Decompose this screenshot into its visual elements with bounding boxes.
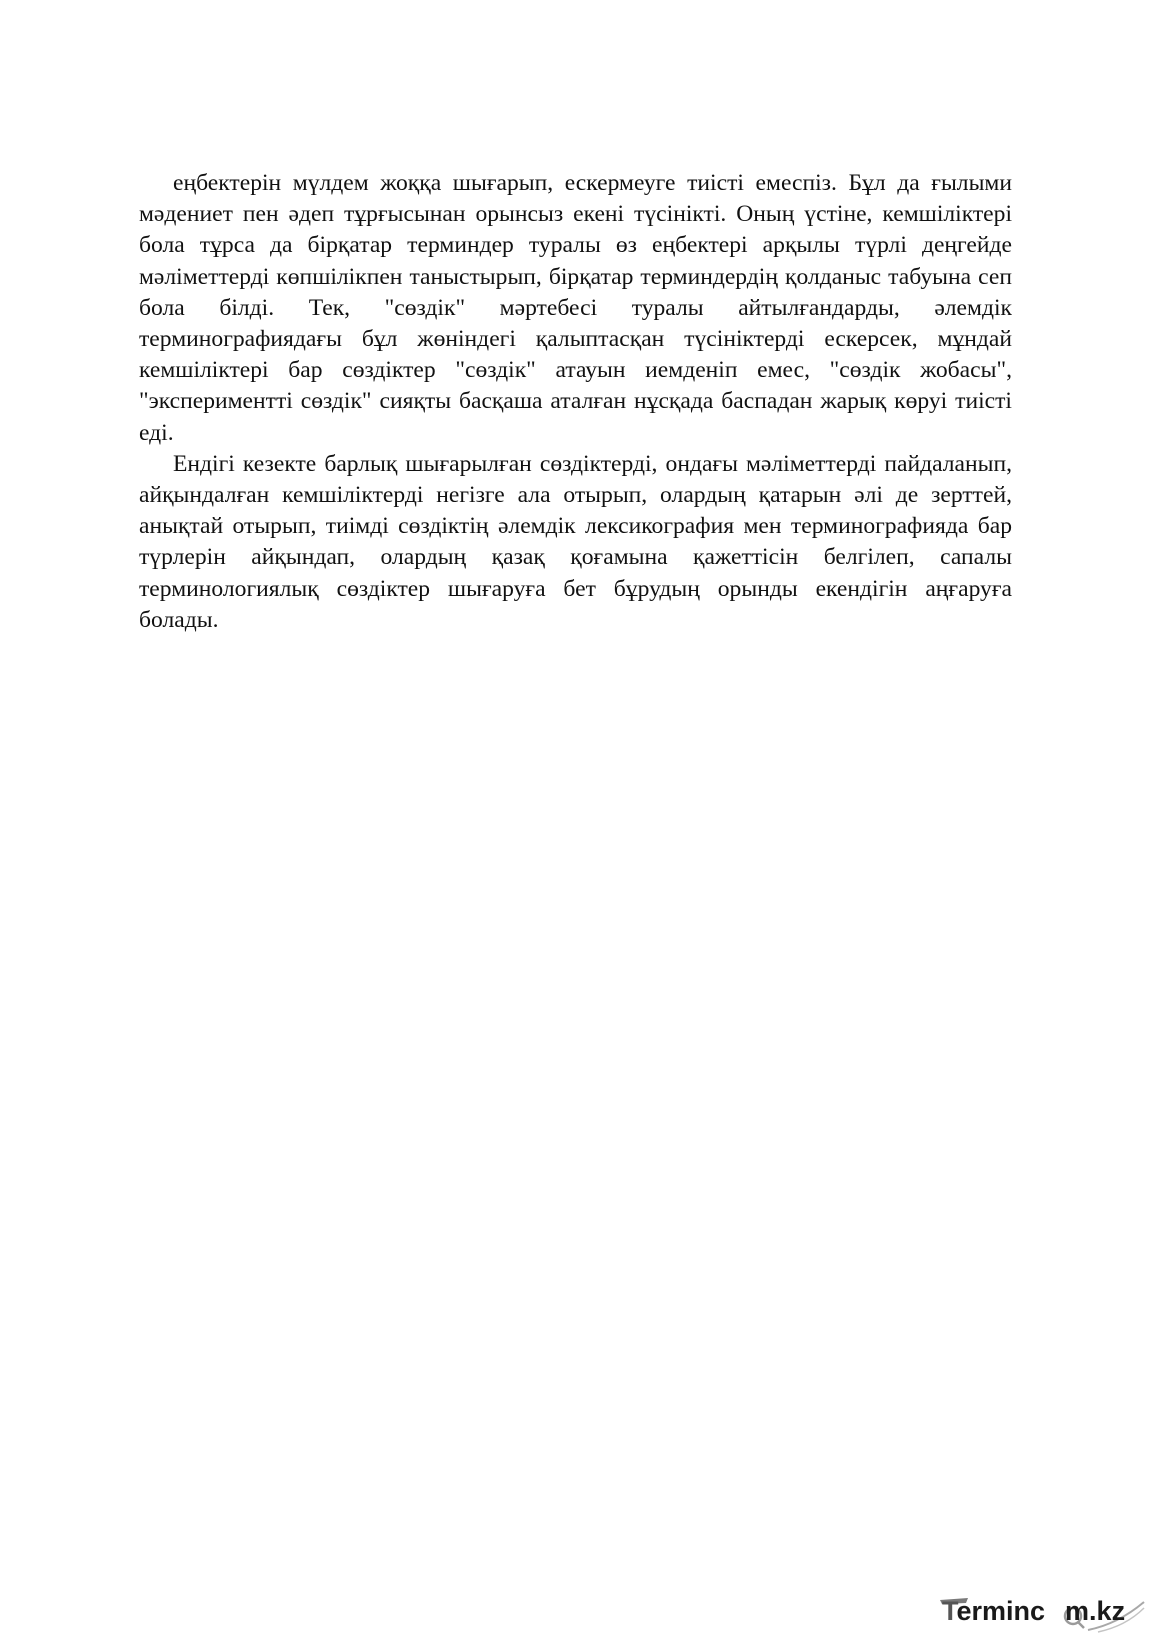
termincom-watermark xyxy=(938,1594,1148,1634)
paragraph-2: Ендігі кезекте барлық шығарылған сөздіктерді, ондағы мәліметтерді пайдаланып, айқындалған кемшіліктерді негізге ала отырып, олардың қатарын әлі де зерттей, анықтай отырып, тиімді сөздіктің әлемдік лексикография мен терминографияда бар түрлерін айқындап, олардың қазақ қоғамына қажеттісін белгілеп, сапалы терминологиялық сөздіктер шығаруға бет бұрудың орынды екендігін аңғаруға болады. xyxy=(139,450,1012,633)
paragraph-1: еңбектерін мүлдем жоққа шығарып, ескермеуге тиісті емеспіз. Бұл да ғылыми мәдениет пен әдеп тұрғысынан орынсыз екені түсінікті. Оның үстіне, кемшіліктері бола тұрса да бірқатар терминдер туралы өз еңбектері арқылы түрлі деңгейде мәліметтерді көпшілікпен таныстырып, бірқатар терминдердің қолданыс табуына сеп бола білді. Тек, "сөздік" мәртебесі туралы айтылғандарды, әлемдік терминографиядағы бұл жөніндегі қалыптасқан түсініктерді ескерсек, мұндай кемшіліктері бар сөздіктер "сөздік" атауын иемденіп емес, "сөздік жобасы", "экспериментті сөздік" сияқты басқаша аталған нұсқада баспадан жарық көруі тиісті еді. xyxy=(139,170,1012,446)
document-body xyxy=(139,168,1012,636)
watermark-text-left: T xyxy=(942,1596,957,1626)
watermark-text-mid: erminc xyxy=(956,1596,1046,1626)
watermark-text xyxy=(942,1596,1125,1627)
watermark-text-right: m.kz xyxy=(1065,1596,1126,1626)
